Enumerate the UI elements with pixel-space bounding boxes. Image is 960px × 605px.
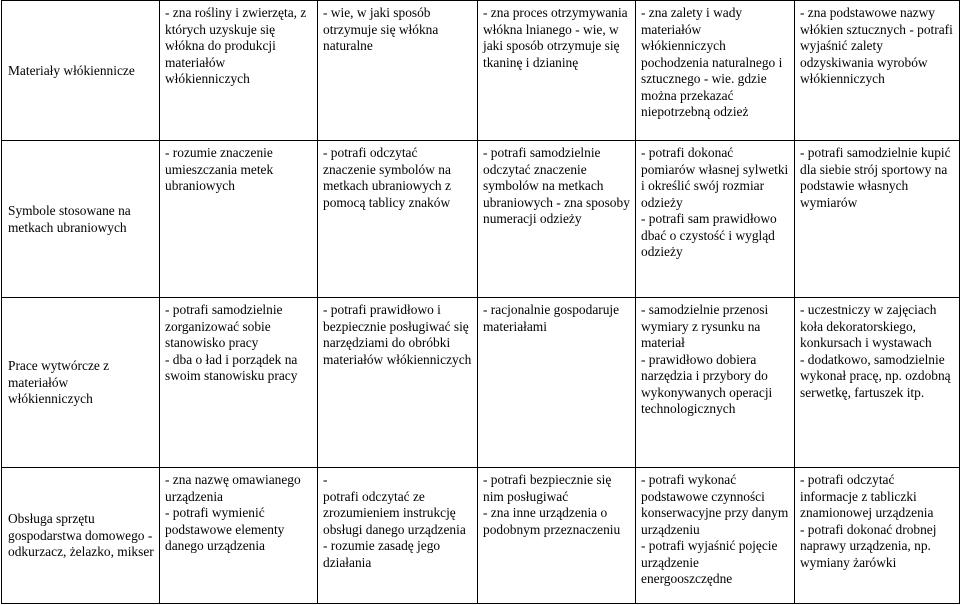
table-cell: - potrafi wykonać podstawowe czynności konserwacyjne przy danym urządzeniu - potrafi wyjaśnić pojęcie urządzenie energooszczędne [636, 468, 795, 604]
table-cell: - zna proces otrzymywania włókna lnianego - wie, w jaki sposób otrzymuje się tkaninę i dzianinę [478, 1, 636, 141]
table-cell: - zna zalety i wady materiałów włókienniczych pochodzenia naturalnego i sztucznego - wie. gdzie można przekazać niepotrzebną odzież [636, 1, 795, 141]
table-cell: - potrafi odczytać znaczenie symbolów na metkach ubraniowych z pomocą tablicy znaków [318, 141, 478, 298]
table-cell: - zna rośliny i zwierzęta, z których uzyskuje się włókna do produkcji materiałów włókienniczych [160, 1, 318, 141]
table-row [2, 468, 960, 604]
table-cell: - potrafi odczytać informacje z tabliczki znamionowej urządzenia - potrafi dokonać drobnej naprawy urządzenia, np. wymiany żarówki [795, 468, 960, 604]
row-header: Obsługa sprzętu gospodarstwa domowego - odkurzacz, żelazko, mikser [2, 468, 160, 604]
table-cell: - racjonalnie gospodaruje materiałami [478, 298, 636, 468]
table-cell: - potrafi bezpiecznie się nim posługiwać - zna inne urządzenia o podobnym przeznaczeniu [478, 468, 636, 604]
requirements-table [1, 0, 960, 604]
table-row [2, 141, 960, 298]
table-cell: - rozumie znaczenie umieszczania metek ubraniowych [160, 141, 318, 298]
table-cell: - potrafi samodzielnie odczytać znaczenie symbolów na metkach ubraniowych - zna sposoby numeracji odzieży [478, 141, 636, 298]
table-cell: - potrafi dokonać pomiarów własnej sylwetki i określić swój rozmiar odzieży - potrafi sam prawidłowo dbać o czystość i wygląd odzieży [636, 141, 795, 298]
table-row [2, 1, 960, 141]
table-cell: - potrafi samodzielnie kupić dla siebie strój sportowy na podstawie własnych wymiarów [795, 141, 960, 298]
table-cell: - potrafi odczytać ze zrozumieniem instrukcję obsługi danego urządzenia - rozumie zasadę jego działania [318, 468, 478, 604]
table-cell: - samodzielnie przenosi wymiary z rysunku na materiał - prawidłowo dobiera narzędzia i przybory do wykonywanych operacji technologicznych [636, 298, 795, 468]
table-cell: - potrafi samodzielnie zorganizować sobie stanowisko pracy - dba o ład i porządek na swoim stanowisku pracy [160, 298, 318, 468]
row-header: Prace wytwórcze z materiałów włókienniczych [2, 298, 160, 468]
table-cell: - uczestniczy w zajęciach koła dekoratorskiego, konkursach i wystawach - dodatkowo, samodzielnie wykonał pracę, np. ozdobną serwetkę, fartuszek itp. [795, 298, 960, 468]
table-cell: - wie, w jaki sposób otrzymuje się włókna naturalne [318, 1, 478, 141]
table-cell: - zna nazwę omawianego urządzenia - potrafi wymienić podstawowe elementy danego urządzenia [160, 468, 318, 604]
row-header: Symbole stosowane na metkach ubraniowych [2, 141, 160, 298]
row-header: Materiały włókiennicze [2, 1, 160, 141]
table-cell: - potrafi prawidłowo i bezpiecznie posługiwać się narzędziami do obróbki materiałów włókienniczych [318, 298, 478, 468]
table-cell: - zna podstawowe nazwy włókien sztucznych - potrafi wyjaśnić zalety odzyskiwania wyrobów włókienniczych [795, 1, 960, 141]
table-row [2, 298, 960, 468]
